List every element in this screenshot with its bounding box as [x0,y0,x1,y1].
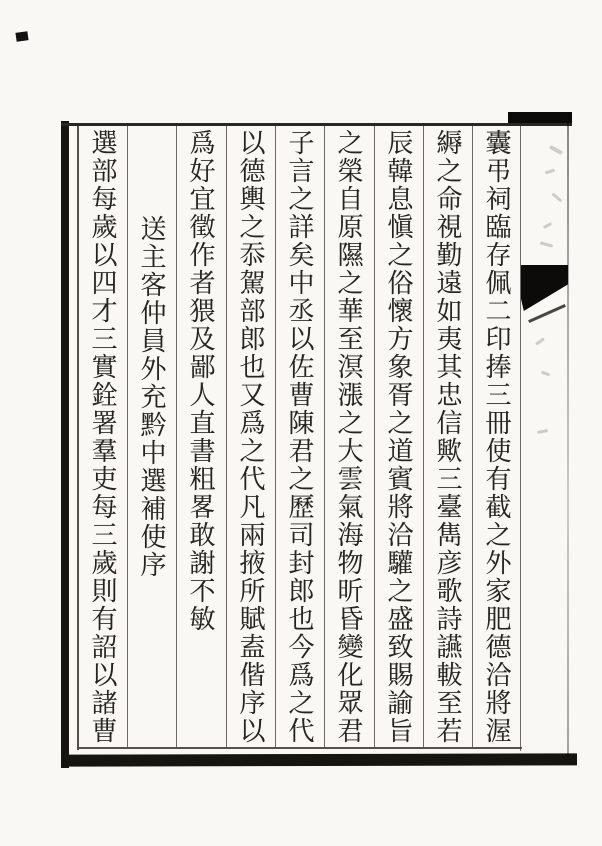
gutter-top-bar-mark [508,112,572,123]
text-column-7 [176,129,224,751]
gutter-smudge [537,429,548,434]
gutter-smudge [535,337,545,345]
column-text: 囊弔祠臨存佩二印捧三冊使有截之外家肥德洽將渥 [482,129,511,745]
text-column-5 [275,129,323,751]
gutter-smudge [545,169,555,175]
section-title-text: 送主客仲員外充黔中選補使序 [137,215,166,579]
column-text: 之榮自原隰之華至溟漲之大雲氣海物昕昏變化眾君 [334,129,363,745]
column-text: 爲好宜徵作者猥及鄙人直書粗畧敢謝不敏 [186,129,215,633]
fishtail-gutter-mark [521,265,568,311]
gutter-smudge [540,241,553,247]
column-text: 辰韓息愼之俗懷方象胥之道賓將洽驩之盛致賜諭旨 [384,129,413,745]
column-text: 選部每歲以四才三實銓署羣吏每三歲則有詔以諸曹 [88,129,117,745]
column-text: 以德輿之忝駕部郎也又爲之代凡兩掖所賦盍偕序以 [236,129,265,745]
frame-bottom-border [61,753,577,766]
text-column-3 [374,129,422,751]
column-text: 縟之命視勤遠如夷其忠信歟三臺雋彦歌詩讌軷至若 [433,129,462,745]
column-text: 子言之詳矣中丞以佐曹陳君之歷司封郎也今爲之代 [285,129,314,745]
gutter-smudge [549,145,563,155]
text-column-6 [226,129,274,751]
text-column-1 [472,129,520,751]
frame-left-border [61,121,69,768]
text-column-4 [324,129,372,751]
fishtail-stroke-mark [528,304,566,323]
gutter-smudge [541,370,550,376]
frame-top-border [61,123,572,126]
section-title-column [127,129,175,751]
gutter-rule [520,126,521,751]
frame-right-border [567,123,569,757]
gutter-smudge [543,222,552,229]
text-column-9 [78,129,126,751]
page-corner-ink-mark [15,31,28,42]
gutter-smudge [551,192,562,202]
text-column-2 [423,129,471,751]
